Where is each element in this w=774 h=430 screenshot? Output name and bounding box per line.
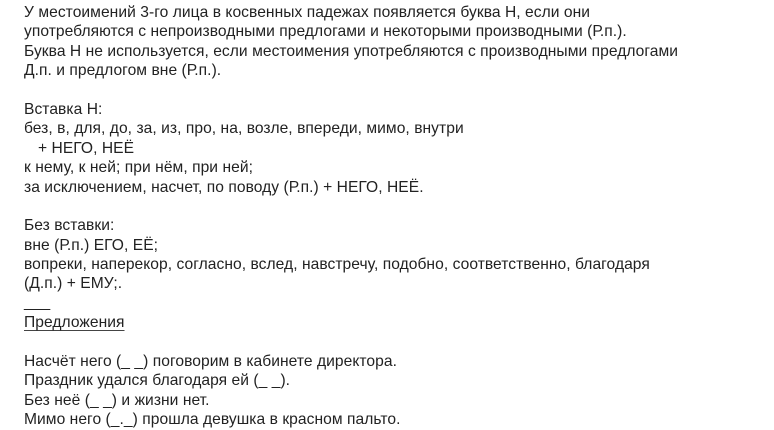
rule-line: У местоимений 3-го лица в косвенных падежах появляется буква Н, если они <box>24 4 591 21</box>
separator-text: ___ <box>24 293 51 311</box>
document-body <box>24 3 772 430</box>
insert-n-line: + НЕГО, НЕЁ <box>38 139 135 157</box>
sentence-item: Праздник удался благодаря ей (_ _). <box>24 372 291 390</box>
spacer <box>24 333 772 352</box>
spacer <box>24 197 772 216</box>
rule-line: Д.п. и предлогом вне (Р.п.). <box>24 62 222 80</box>
insert-n-line: за исключением, насчет, по поводу (Р.п.) + НЕГО, НЕЁ. <box>24 178 424 196</box>
spacer <box>24 81 772 100</box>
no-insert-line: вопреки, наперекор, согласно, вслед, навстречу, подобно, соответственно, благодаря <box>24 256 650 274</box>
insert-n-line: к нему, к ней; при нём, при ней; <box>24 159 253 177</box>
insert-n-section <box>24 100 772 197</box>
sentence-item: Без неё (_ _) и жизни нет. <box>24 391 210 409</box>
rule-paragraph <box>24 3 772 81</box>
insert-n-title: Вставка Н: <box>24 100 103 118</box>
insert-n-line: без, в, для, до, за, из, про, на, возле, впереди, мимо, внутри <box>24 120 464 138</box>
sentence-item: Мимо него (_._) прошла девушка в красном пальто. <box>24 411 401 429</box>
no-insert-title: Без вставки: <box>24 217 115 235</box>
no-insert-line: (Д.п.) + ЕМУ;. <box>24 275 123 293</box>
sentences-section <box>24 313 772 429</box>
no-insert-line: вне (Р.п.) ЕГО, ЕЁ; <box>24 236 159 254</box>
separator-line <box>24 294 772 313</box>
rule-line: Буква Н не используется, если местоимения употребляются с производными предлогами <box>24 42 679 60</box>
sentence-item: Насчёт него (_ _) поговорим в кабинете директора. <box>24 353 397 371</box>
rule-line: употребляются с непроизводными предлогами и некоторыми производными (Р.п.). <box>24 23 627 41</box>
sentences-title: Предложения <box>24 314 125 332</box>
no-insert-section <box>24 216 772 294</box>
